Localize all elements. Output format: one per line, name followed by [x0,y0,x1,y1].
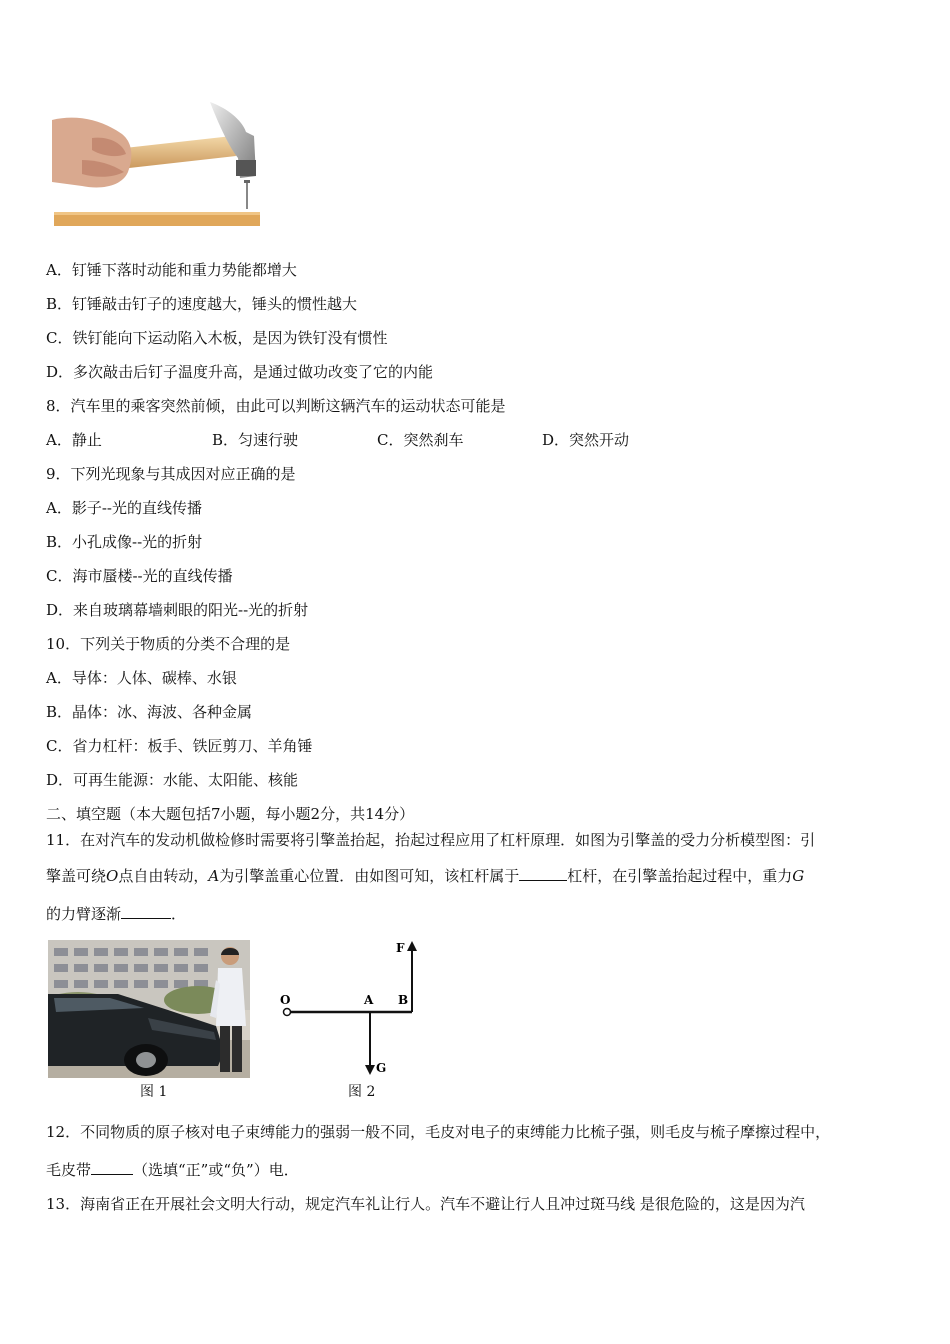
q12-line2: 毛皮带 （选填“正”或“负”）电． [46,1161,299,1179]
figure-1-caption: 图 1 [140,1084,168,1100]
q13-line1: 13．海南省正在开展社会文明大行动，规定汽车礼让行人。汽车不避让行人且冲过斑马线 是很危险的，这是因为汽 [46,1195,805,1213]
label-f: F [396,941,405,955]
section-heading: 二、填空题（本大题包括7小题，每小题2分，共14分） [46,805,415,823]
q8-option-b: B．匀速行驶 [212,431,299,449]
point-o-label: O [106,867,119,885]
answer-blank[interactable] [91,1160,133,1175]
q11-line1: 11．在对汽车的发动机做检修时需要将引擎盖抬起，抬起过程应用了杠杆原理．如图为引擎盖的受力分析模型图：引 [46,831,816,849]
hammer-nail-figure [52,98,264,230]
figure-2-caption: 图 2 [348,1084,376,1100]
point-a-label: A [208,867,220,885]
q9-option-d: D．来自玻璃幕墙刺眼的阳光--光的折射 [46,601,309,619]
label-o: O [280,993,291,1007]
lever-force-diagram [276,936,426,1078]
q10-option-d: D．可再生能源：水能、太阳能、核能 [46,771,299,789]
q8-option-c: C．突然刹车 [377,431,464,449]
q8-stem: 8．汽车里的乘客突然前倾，由此可以判断这辆汽车的运动状态可能是 [46,397,506,415]
q7-option-c: C．铁钉能向下运动陷入木板，是因为铁钉没有惯性 [46,329,388,347]
car-hood-photo [48,940,250,1078]
q11-line2: 擎盖可绕O点自由转动，A为引擎盖重心位置．由如图可知，该杠杆属于 杠杆，在引擎盖抬起过程中，重力G [46,867,805,885]
q7-option-a: A．钉锤下落时动能和重力势能都增大 [46,261,297,279]
q8-option-a: A．静止 [46,431,102,449]
q9-option-a: A．影子--光的直线传播 [46,499,202,517]
q10-option-a: A．导体：人体、碳棒、水银 [46,669,237,687]
label-g: G [376,1061,387,1075]
answer-blank[interactable] [519,866,567,881]
label-a: A [364,993,374,1007]
q9-option-c: C．海市蜃楼--光的直线传播 [46,567,233,585]
q10-option-b: B．晶体：冰、海波、各种金属 [46,703,253,721]
q9-option-b: B．小孔成像--光的折射 [46,533,203,551]
q9-stem: 9．下列光现象与其成因对应正确的是 [46,465,296,483]
q10-stem: 10．下列关于物质的分类不合理的是 [46,635,291,653]
q7-option-d: D．多次敲击后钉子温度升高，是通过做功改变了它的内能 [46,363,434,381]
q10-option-c: C．省力杠杆：板手、铁匠剪刀、羊角锤 [46,737,313,755]
q8-option-d: D．突然开动 [542,431,630,449]
q12-line1: 12．不同物质的原子核对电子束缚能力的强弱一般不同，毛皮对电子的束缚能力比梳子强，则毛皮与梳子摩擦过程中， [46,1123,831,1141]
force-g-label: G [792,867,805,885]
q11-line3: 的力臂逐渐 ． [46,905,187,923]
answer-blank[interactable] [121,904,171,919]
q7-option-b: B．钉锤敲击钉子的速度越大，锤头的惯性越大 [46,295,358,313]
label-b: B [398,993,409,1007]
